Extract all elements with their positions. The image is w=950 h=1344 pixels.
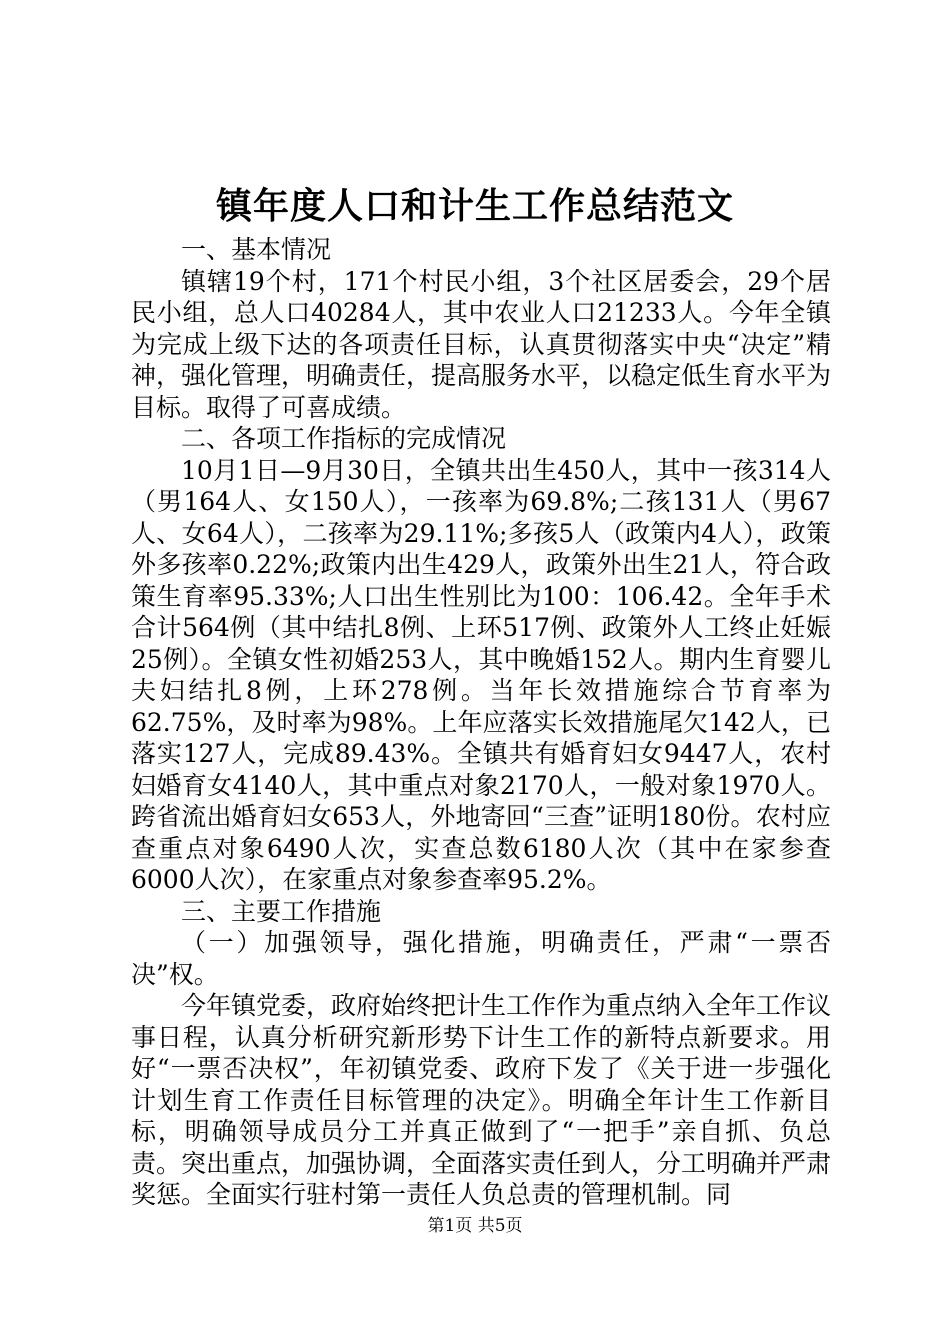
document-body [131, 234, 831, 1211]
page-number-footer: 第1页 共5页 [427, 1216, 523, 1236]
section-heading-basic-info: 一、基本情况 [181, 235, 332, 264]
paragraph-indicators: 10月1日—9月30日，全镇共出生450人，其中一孩314人（男164人、女150人），一孩率为69.8%;二孩131人（男67人、女64人），二孩率为29.11%;多孩5人（政策内4人），政策外多孩率0.22%;政策内出生429人，政策外出生21人，符合政策生育率95.33%;人口出生性别比为100：106.42。全年手术合计564例（其中结扎8例、上环517例、政策外人工终止妊娠25例）。全镇女性初婚253人，其中晚婚152人。期内生育婴儿夫妇结扎8例，上环278例。当年长效措施综合节育率为62.75%，及时率为98%。上年应落实长效措施尾欠142人，已落实127人，完成89.43%。全镇共有婚育妇女9447人，农村妇婚育女4140人，其中重点对象2170人，一般对象1970人。跨省流出婚育妇女653人，外地寄回“三查”证明180份。农村应查重点对象6490人次，实查总数6180人次（其中在家参查6000人次），在家重点对象参查率95.2%。 [131, 455, 831, 894]
section-heading-measures: 三、主要工作措施 [181, 896, 382, 926]
subsection-heading-leadership: （一）加强领导，强化措施，明确责任，严肃“一票否决”权。 [131, 928, 831, 989]
document-title: 镇年度人口和计生工作总结范文 [215, 185, 734, 227]
paragraph-basic-info: 镇辖19个村，171个村民小组，3个社区居委会，29个居民小组，总人口40284人，其中农业人口21233人。今年全镇为完成上级下达的各项责任目标，认真贯彻落实中央“决定”精神，强化管理，明确责任，提高服务水平，以稳定低生育水平为目标。取得了可喜成绩。 [131, 266, 832, 422]
section-heading-indicators: 二、各项工作指标的完成情况 [181, 424, 507, 453]
paragraph-leadership: 今年镇党委，政府始终把计生工作作为重点纳入全年工作议事日程，认真分析研究新形势下计生工作的新特点新要求。用好“一票否决权”，年初镇党委、政府下发了《关于进一步强化计划生育工作责任目标管理的决定》。明确全年计生工作新目标，明确领导成员分工并真正做到了“一把手”亲自抓、负总责。突出重点，加强协调，全面落实责任到人，分工明确并严肃奖惩。全面实行驻村第一责任人负总责的管理机制。同 [131, 991, 832, 1209]
